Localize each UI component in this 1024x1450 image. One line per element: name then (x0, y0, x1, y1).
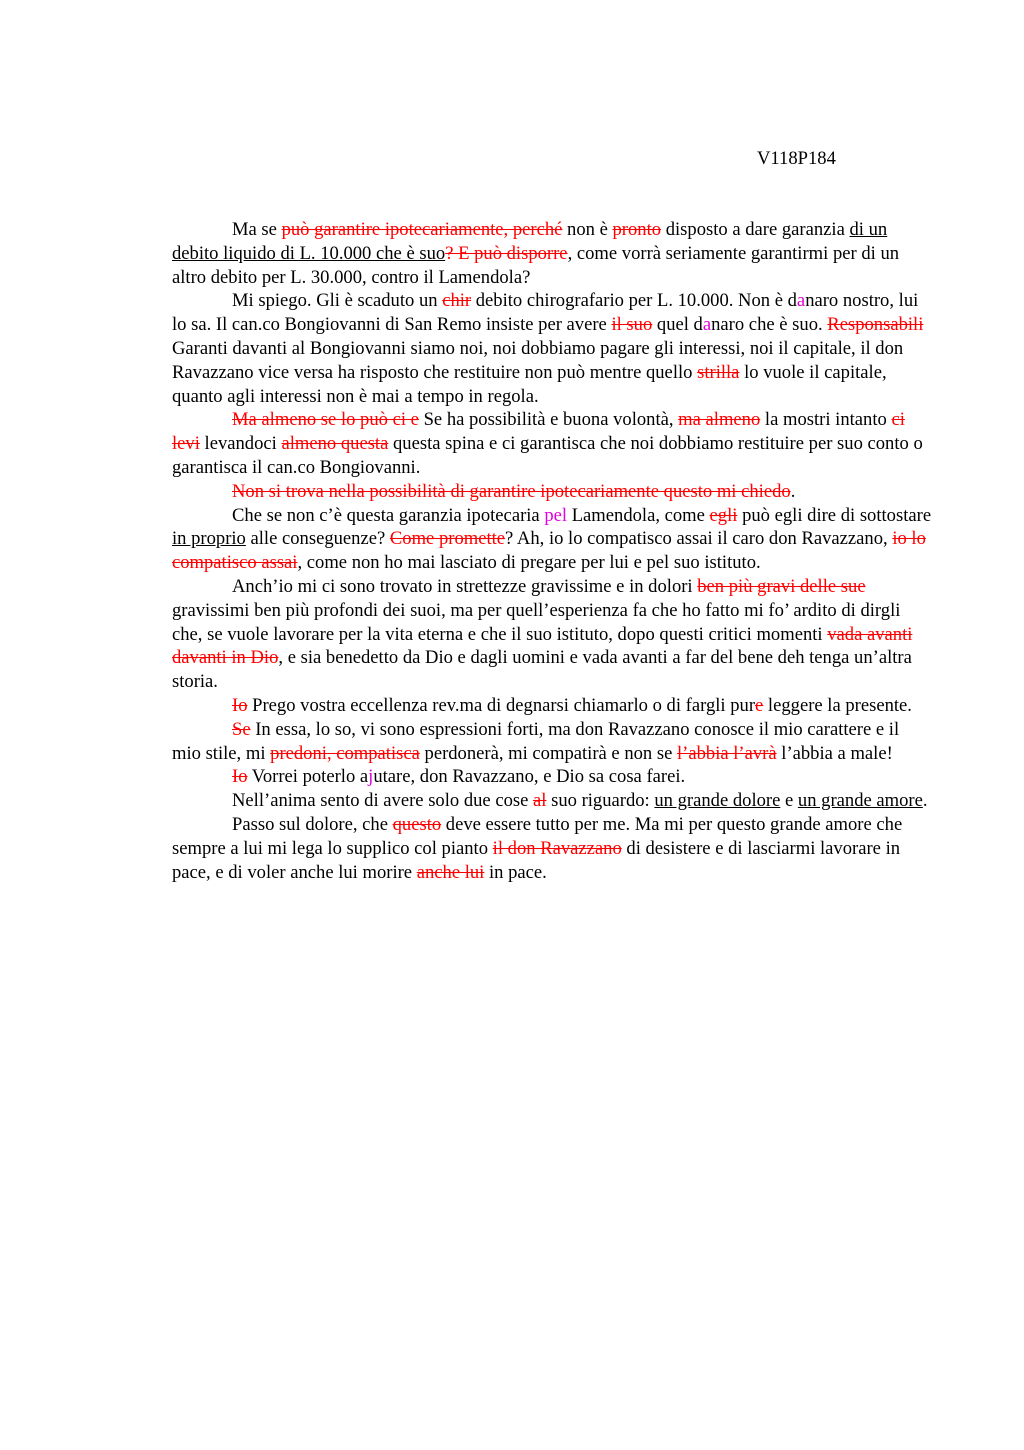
text-run: Se ha possibilità e buona volontà, (418, 409, 679, 431)
inserted-text: a (796, 290, 806, 312)
deleted-text: il don Ravazzano (492, 837, 622, 859)
text-run: deve essere tutto per me. Ma mi per questo grande amore che sempre a lui mi lega lo supplico col pianto (172, 813, 903, 859)
text-run: Mi spiego. Gli è scaduto un (232, 290, 443, 312)
underlined-text: in proprio (172, 528, 246, 550)
deleted-text: Io (232, 766, 248, 788)
deleted-text: chir (442, 290, 472, 312)
text-run: levandoci (199, 433, 282, 455)
text-run: quel d (652, 314, 703, 336)
text-run: In essa, lo so, vi sono espressioni forti, ma don Ravazzano conosce il mio carattere e il mio stile, mi (172, 718, 900, 764)
text-run: disposto a dare garanzia (661, 219, 850, 240)
text-run: naro che è suo. (711, 314, 828, 336)
deleted-text: Responsabili (827, 314, 924, 336)
inserted-text: j (368, 766, 374, 788)
paragraph (172, 575, 932, 694)
text-run: , come vorrà seriamente garantirmi per di un altro debito per L. 30.000, contro il Lamendola? (172, 242, 900, 288)
deleted-text: Ma almeno se lo può ci e (232, 409, 419, 431)
text-run: non è (562, 219, 613, 240)
deleted-text: questo (392, 813, 442, 835)
deleted-text: il suo (611, 314, 653, 336)
deleted-text: Io (232, 694, 248, 716)
deleted-text: vada avanti davanti in Dio (172, 623, 913, 669)
text-run: Passo sul dolore, che (232, 813, 393, 835)
text-run: Lamendola, come (567, 504, 710, 526)
text-run: debito chirografario per L. 10.000. Non è d (471, 290, 797, 312)
text-run: . (922, 790, 928, 812)
deleted-text: ben più gravi delle sue (697, 575, 866, 597)
deleted-text: strilla (697, 361, 740, 383)
paragraph (172, 480, 932, 504)
paragraph (172, 289, 932, 408)
text-run: Vorrei poterlo a (247, 766, 369, 788)
text-run: Ma se (232, 219, 282, 240)
paragraph (172, 218, 932, 289)
text-run: Garanti davanti al Bongiovanni siamo noi, noi dobbiamo pagare gli interessi, noi il capitale, il don Ravazzano vice versa ha risposto che restituire non può mentre quello (172, 337, 904, 383)
deleted-text: anche lui (416, 861, 485, 883)
text-run: leggere la presente. (763, 694, 912, 716)
inserted-text: pel (544, 504, 568, 526)
deleted-text: Se (232, 718, 251, 740)
letter-body (172, 218, 932, 884)
inserted-text: a (702, 314, 712, 336)
deleted-text: predoni, compatisca (270, 742, 420, 764)
deleted-text: pronto (612, 219, 662, 240)
text-run: , e sia benedetto da Dio e dagli uomini e vada avanti a far del bene deh tenga un’altra storia. (172, 647, 912, 693)
text-run: naro nostro, lui lo sa. Il can.co Bongiovanni di San Remo insiste per avere (172, 290, 919, 336)
deleted-text: ma almeno (678, 409, 761, 431)
deleted-text: Non si trova nella possibilità di garantire ipotecariamente questo mi chiedo (232, 480, 791, 502)
paragraph (172, 408, 932, 479)
deleted-text: egli (709, 504, 738, 526)
deleted-text: può garantire ipotecariamente, perché (281, 219, 563, 240)
text-run: gravissimi ben più profondi dei suoi, ma per quell’esperienza fa che ho fatto mi fo’ ardito di dirgli che, se vuole lavorare per la vita eterna e che il suo istituto, dopo questi critici momenti (172, 599, 901, 645)
text-run: lo vuole il capitale, quanto agli interessi non è mai a tempo in regola. (172, 361, 887, 407)
text-run: in pace. (484, 861, 547, 883)
text-run: può egli dire di sottostare (737, 504, 932, 526)
underlined-text: un grande dolore (654, 790, 781, 812)
underlined-text: un grande amore (797, 790, 923, 812)
text-run: suo riguardo: (546, 790, 655, 812)
text-run: Anch’io mi ci sono trovato in strettezze gravissime e in dolori (232, 575, 698, 597)
paragraph (172, 504, 932, 575)
text-run: ? Ah, io lo compatisco assai il caro don Ravazzano, (505, 528, 893, 550)
deleted-text: ci levi (172, 409, 905, 455)
text-run: questa spina e ci garantisca che noi dobbiamo restituire per suo conto o garantisca il can.co Bongiovanni. (172, 433, 923, 478)
deleted-text: almeno questa (281, 433, 389, 455)
deleted-text: e (755, 694, 764, 716)
deleted-text: io lo compatisco assai (172, 528, 926, 574)
paragraph (172, 789, 932, 813)
deleted-text: Come promette (389, 528, 506, 550)
deleted-text: ? E può disporre (445, 242, 568, 264)
text-run: la mostri intanto (760, 409, 892, 431)
text-run: utare, don Ravazzano, e Dio sa cosa farei. (373, 766, 686, 788)
text-run: , come non ho mai lasciato di pregare per lui e pel suo istituto. (297, 552, 761, 574)
paragraph (172, 718, 932, 766)
paragraph (172, 813, 932, 884)
text-run: Che se non c’è questa garanzia ipotecaria (232, 504, 545, 526)
paragraph (172, 694, 932, 718)
deleted-text: al (533, 790, 547, 812)
text-run: . (790, 480, 796, 502)
text-run: alle conseguenze? (245, 528, 390, 550)
text-run: perdonerà, mi compatirà e non se (419, 742, 677, 764)
text-run: Prego vostra eccellenza rev.ma di degnarsi chiamarlo o di fargli pur (247, 694, 756, 716)
text-run: l’abbia a male! (776, 742, 893, 764)
text-run: Nell’anima sento di avere solo due cose (232, 790, 534, 812)
text-run: di desistere e di lasciarmi lavorare in pace, e di voler anche lui morire (172, 837, 901, 883)
deleted-text: l’abbia l’avrà (677, 742, 777, 764)
text-run: e (780, 790, 798, 812)
paragraph (172, 765, 932, 789)
underlined-text: di un debito liquido di L. 10.000 che è suo (172, 219, 888, 264)
document-id: V118P184 (757, 148, 836, 169)
